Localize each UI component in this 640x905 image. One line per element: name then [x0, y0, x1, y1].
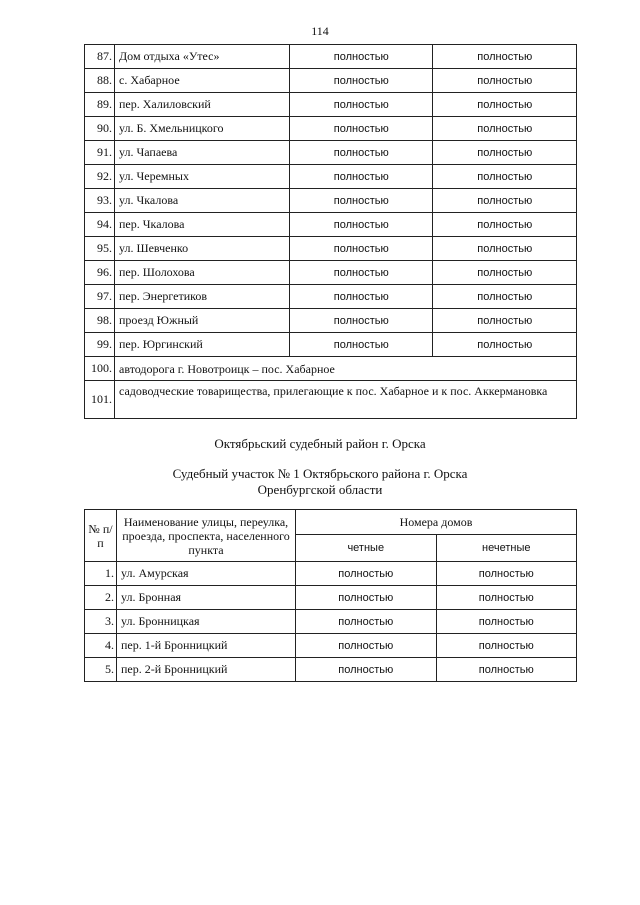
odd-houses: полностью — [436, 634, 577, 658]
header-street-name: Наименование улицы, переулка, проезда, проспекта, населенного пункта — [117, 510, 296, 562]
table-row — [85, 213, 577, 237]
table-header-row — [85, 510, 577, 535]
street-name: ул. Бронная — [117, 586, 296, 610]
page-number: 114 — [311, 24, 329, 38]
street-name: пер. Юргинский — [115, 333, 290, 357]
street-name: с. Хабарное — [115, 69, 290, 93]
streets-table-continued — [84, 44, 577, 419]
streets-table-precinct-1 — [84, 509, 577, 682]
street-name: ул. Бронницкая — [117, 610, 296, 634]
street-name: пер. Халиловский — [115, 93, 290, 117]
row-number: 100. — [85, 357, 115, 381]
table-row-wide — [85, 357, 577, 381]
street-description: автодорога г. Новотроицк – пос. Хабарное — [115, 357, 577, 381]
row-number: 92. — [85, 165, 115, 189]
header-num: № п/п — [85, 510, 117, 562]
street-name: ул. Чапаева — [115, 141, 290, 165]
row-number: 4. — [85, 634, 117, 658]
row-number: 2. — [85, 586, 117, 610]
even-houses: полностью — [290, 213, 433, 237]
odd-houses: полностью — [433, 45, 577, 69]
even-houses: полностью — [290, 333, 433, 357]
odd-houses: полностью — [436, 586, 577, 610]
street-name: пер. Энергетиков — [115, 285, 290, 309]
row-number: 88. — [85, 69, 115, 93]
row-number: 98. — [85, 309, 115, 333]
even-houses: полностью — [290, 141, 433, 165]
odd-houses: полностью — [433, 309, 577, 333]
odd-houses: полностью — [433, 189, 577, 213]
street-name: пер. Шолохова — [115, 261, 290, 285]
table-row — [85, 309, 577, 333]
row-number: 95. — [85, 237, 115, 261]
street-name: ул. Чкалова — [115, 189, 290, 213]
table-row — [85, 586, 577, 610]
table-row — [85, 562, 577, 586]
odd-houses: полностью — [433, 117, 577, 141]
row-number: 93. — [85, 189, 115, 213]
odd-houses: полностью — [433, 141, 577, 165]
even-houses: полностью — [290, 309, 433, 333]
precinct-title-line1: Судебный участок № 1 Октябрьского района г. Орска — [172, 466, 468, 481]
even-houses: полностью — [296, 634, 437, 658]
even-houses: полностью — [290, 261, 433, 285]
street-name: ул. Б. Хмельницкого — [115, 117, 290, 141]
even-houses: полностью — [290, 93, 433, 117]
table-row — [85, 117, 577, 141]
odd-houses: полностью — [433, 261, 577, 285]
odd-houses: полностью — [433, 69, 577, 93]
table-row — [85, 237, 577, 261]
row-number: 94. — [85, 213, 115, 237]
odd-houses: полностью — [433, 333, 577, 357]
street-description: садоводческие товарищества, прилегающие к пос. Хабарное и к пос. Аккермановка — [115, 381, 577, 419]
row-number: 90. — [85, 117, 115, 141]
row-number: 89. — [85, 93, 115, 117]
odd-houses: полностью — [436, 658, 577, 682]
row-number: 91. — [85, 141, 115, 165]
even-houses: полностью — [296, 586, 437, 610]
table-row — [85, 141, 577, 165]
even-houses: полностью — [290, 117, 433, 141]
odd-houses: полностью — [436, 562, 577, 586]
street-name: ул. Черемных — [115, 165, 290, 189]
row-number: 1. — [85, 562, 117, 586]
even-houses: полностью — [290, 45, 433, 69]
odd-houses: полностью — [433, 213, 577, 237]
table-row — [85, 333, 577, 357]
table-row — [85, 634, 577, 658]
odd-houses: полностью — [433, 165, 577, 189]
row-number: 97. — [85, 285, 115, 309]
even-houses: полностью — [290, 285, 433, 309]
street-name: Дом отдыха «Утес» — [115, 45, 290, 69]
even-houses: полностью — [290, 165, 433, 189]
row-number: 5. — [85, 658, 117, 682]
row-number: 87. — [85, 45, 115, 69]
street-name: пер. Чкалова — [115, 213, 290, 237]
district-title: Октябрьский судебный район г. Орска — [214, 436, 426, 451]
even-houses: полностью — [296, 610, 437, 634]
table-row — [85, 658, 577, 682]
even-houses: полностью — [296, 658, 437, 682]
even-houses: полностью — [290, 189, 433, 213]
even-houses: полностью — [290, 69, 433, 93]
odd-houses: полностью — [433, 93, 577, 117]
table-row — [85, 610, 577, 634]
row-number: 96. — [85, 261, 115, 285]
table-row — [85, 189, 577, 213]
table-row — [85, 69, 577, 93]
table-row — [85, 165, 577, 189]
row-number: 101. — [85, 381, 115, 419]
street-name: проезд Южный — [115, 309, 290, 333]
street-name: ул. Амурская — [117, 562, 296, 586]
odd-houses: полностью — [436, 610, 577, 634]
street-name: ул. Шевченко — [115, 237, 290, 261]
table-row — [85, 285, 577, 309]
precinct-title-line2: Оренбургской области — [257, 482, 383, 497]
odd-houses: полностью — [433, 237, 577, 261]
odd-houses: полностью — [433, 285, 577, 309]
even-houses: полностью — [296, 562, 437, 586]
row-number: 99. — [85, 333, 115, 357]
even-houses: полностью — [290, 237, 433, 261]
table-row — [85, 45, 577, 69]
street-name: пер. 1-й Бронницкий — [117, 634, 296, 658]
table-row — [85, 261, 577, 285]
header-even: четные — [296, 535, 437, 562]
table-row-wide — [85, 381, 577, 419]
header-house-numbers: Номера домов — [296, 510, 577, 535]
table-row — [85, 93, 577, 117]
header-odd: нечетные — [436, 535, 577, 562]
street-name: пер. 2-й Бронницкий — [117, 658, 296, 682]
row-number: 3. — [85, 610, 117, 634]
